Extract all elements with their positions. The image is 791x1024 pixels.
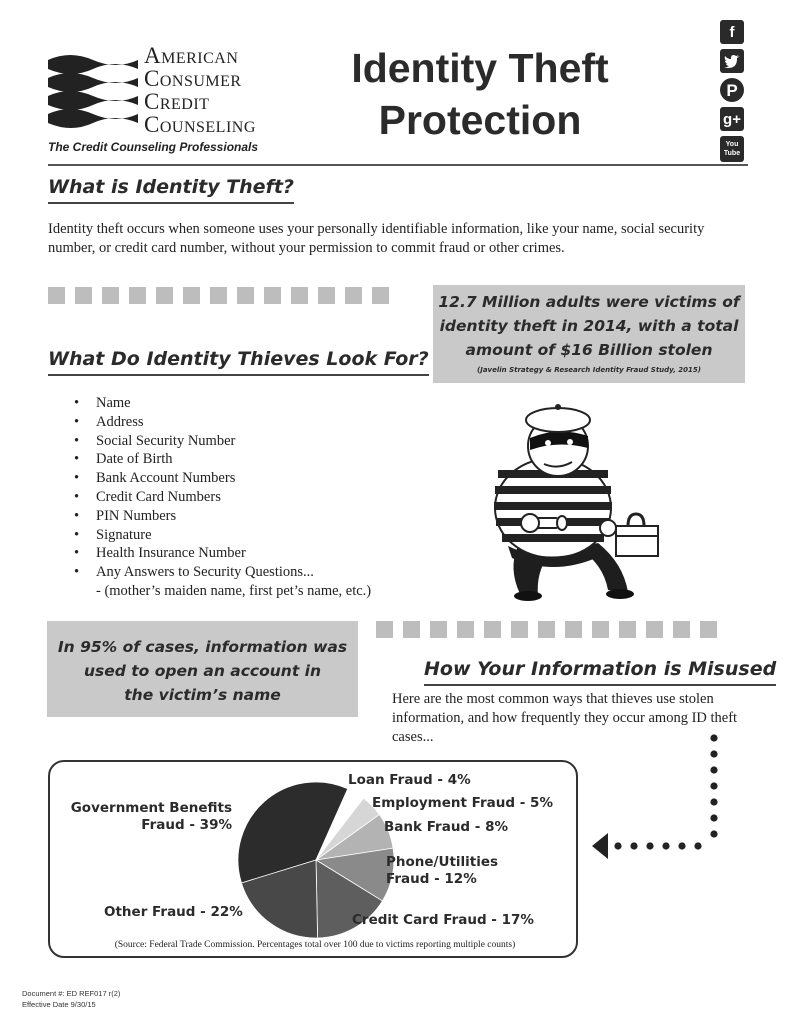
misused-heading: How Your Information is Misused bbox=[424, 658, 776, 686]
pie-label-loan: Loan Fraud - 4% bbox=[348, 772, 471, 788]
cases-callout: In 95% of cases, information was used to open an account in the victim’s name bbox=[47, 621, 358, 717]
info-list bbox=[74, 394, 371, 601]
pie-label-credit: Credit Card Fraud - 17% bbox=[352, 912, 534, 928]
google-plus-icon[interactable]: g+ bbox=[720, 107, 744, 131]
thief-illustration bbox=[478, 398, 668, 603]
youtube-icon[interactable]: You Tube bbox=[720, 136, 744, 162]
facebook-icon[interactable]: f bbox=[720, 20, 744, 44]
square-divider bbox=[376, 621, 717, 638]
what-is-body: Identity theft occurs when someone uses your personally identifiable information, like your name, social security number, or credit card number, without your permission to commit fraud or other crimes. bbox=[48, 221, 705, 256]
list-item: • Address bbox=[74, 413, 371, 432]
list-item: • Name bbox=[74, 394, 371, 413]
list-sub-item: - (mother’s maiden name, first pet’s name, etc.) bbox=[96, 582, 372, 599]
what-is-heading: What is Identity Theft? bbox=[48, 176, 294, 204]
pinterest-icon[interactable]: P bbox=[720, 78, 744, 102]
twitter-icon[interactable] bbox=[720, 49, 744, 73]
pie-label-phone: Phone/Utilities Fraud - 12% bbox=[386, 854, 499, 887]
list-item: • Signature bbox=[74, 526, 371, 545]
look-for-heading: What Do Identity Thieves Look For? bbox=[48, 348, 429, 376]
company-logo bbox=[48, 44, 288, 156]
dotted-arrow-icon bbox=[588, 732, 728, 862]
list-item: • Health Insurance Number bbox=[74, 544, 371, 563]
doc-number: Document #: ED REF017 r(2) bbox=[22, 989, 121, 998]
logo-tagline: The Credit Counseling Professionals bbox=[48, 140, 259, 154]
pie-label-government: Government Benefits Fraud - 39% bbox=[70, 800, 232, 833]
social-links bbox=[720, 20, 746, 167]
stat-callout: 12.7 Million adults were victims of identity theft in 2014, with a total amount of $16 Billion stolen (Javelin Strategy & Research Identity Fraud Study, 2015) bbox=[433, 285, 745, 383]
misused-body: Here are the most common ways that thieves use stolen information, and how frequently they occur among ID theft cases... bbox=[392, 691, 738, 745]
pie-label-bank: Bank Fraud - 8% bbox=[384, 819, 509, 835]
pie-label-employment: Employment Fraud - 5% bbox=[372, 795, 553, 811]
chart-source: (Source: Federal Trade Commission. Percentages total over 100 due to victims reporting multiple counts) bbox=[114, 940, 516, 950]
effective-date: Effective Date 9/30/15 bbox=[22, 1000, 96, 1009]
square-divider bbox=[48, 287, 389, 304]
header-divider bbox=[48, 164, 748, 166]
stat-citation: (Javelin Strategy & Research Identity Fraud Study, 2015) bbox=[477, 366, 701, 374]
pie-chart-panel bbox=[48, 760, 578, 958]
list-item: • Social Security Number bbox=[74, 432, 371, 451]
list-item: • PIN Numbers bbox=[74, 507, 371, 526]
list-item: • Bank Account Numbers bbox=[74, 469, 371, 488]
pie-label-other: Other Fraud - 22% bbox=[104, 904, 243, 920]
page-title: Identity Theft Protection bbox=[351, 45, 609, 143]
list-item: • Date of Birth bbox=[74, 450, 371, 469]
document-footer bbox=[22, 988, 120, 1010]
wave-stripes-icon bbox=[48, 52, 138, 136]
logo-wordmark: American Consumer Credit Counseling bbox=[144, 43, 256, 137]
list-item: • Any Answers to Security Questions... bbox=[74, 563, 371, 582]
list-item: • Credit Card Numbers bbox=[74, 488, 371, 507]
